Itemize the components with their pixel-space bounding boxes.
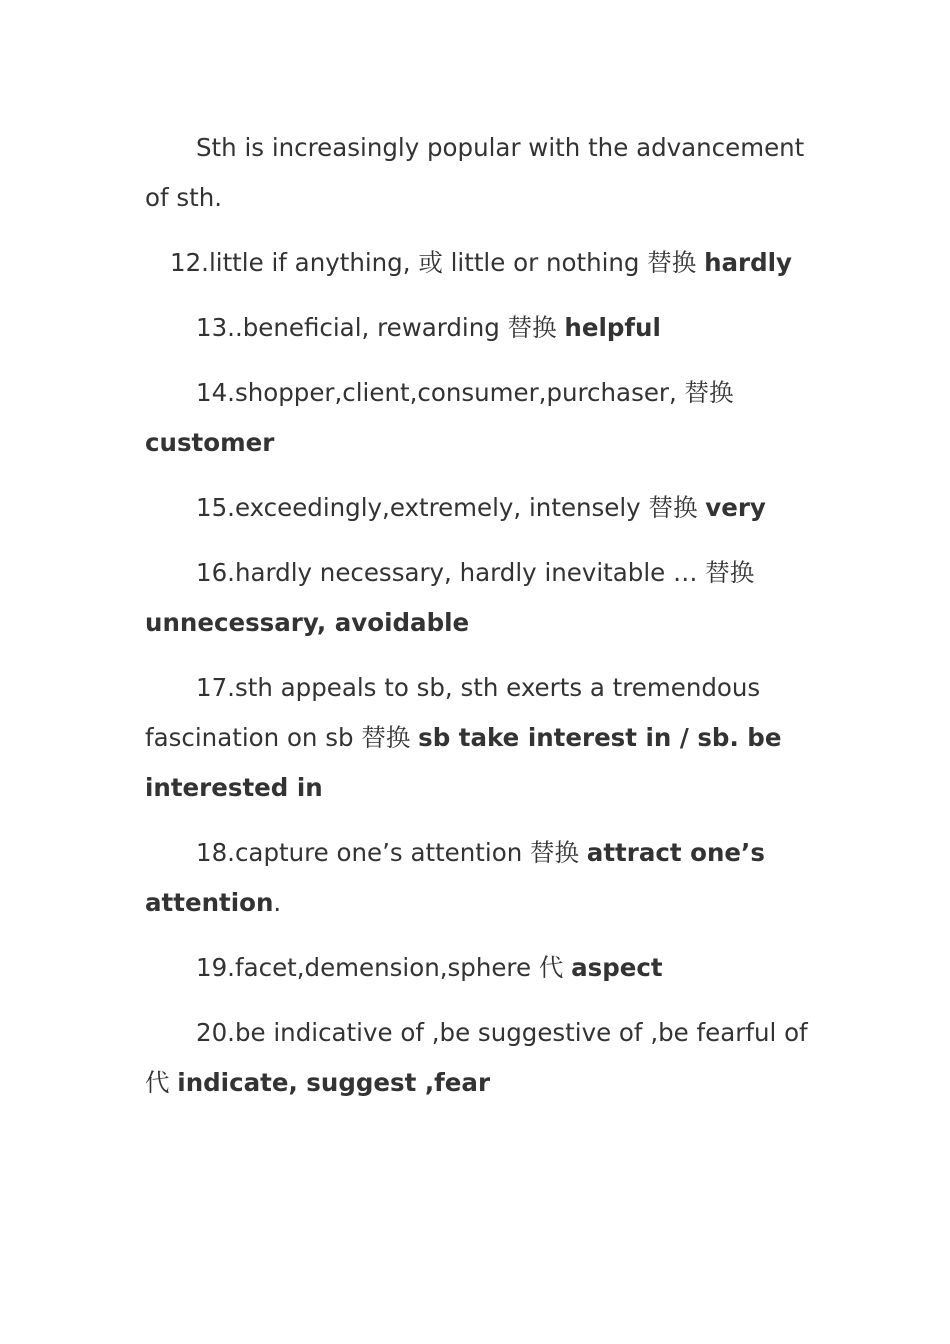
bold-term: customer xyxy=(145,428,275,457)
text-segment: 15.exceedingly,extremely, intensely 替换 xyxy=(196,493,706,522)
bold-term: very xyxy=(705,493,766,522)
bold-term: unnecessary, avoidable xyxy=(145,608,470,637)
text-segment: 13..beneficial, rewarding 替换 xyxy=(196,313,565,342)
bold-term: helpful xyxy=(564,313,661,342)
paragraph-item-16 xyxy=(145,548,815,648)
text-segment: 20.be indicative of ,be suggestive of ,be fearful of 代 xyxy=(145,1018,808,1097)
text-segment: 14.shopper,client,consumer,purchaser, 替换 xyxy=(196,378,734,407)
paragraph-item-12 xyxy=(145,238,815,288)
bold-term: aspect xyxy=(571,953,663,982)
text-segment: 18.capture one’s attention 替换 xyxy=(196,838,587,867)
text-segment: . xyxy=(273,888,282,917)
paragraph-item-15 xyxy=(145,483,815,533)
text-segment: 16.hardly necessary, hardly inevitable … 替换 xyxy=(196,558,755,587)
paragraph-item-17 xyxy=(145,663,815,813)
paragraph-item-18 xyxy=(145,828,815,928)
document-body xyxy=(145,123,815,1123)
paragraph-item-14 xyxy=(145,368,815,468)
text-segment: Sth is increasingly popular with the advancement of sth. xyxy=(145,133,805,212)
bold-term: indicate, suggest ,fear xyxy=(177,1068,491,1097)
paragraph-item-13 xyxy=(145,303,815,353)
paragraph-item-19 xyxy=(145,943,815,993)
paragraph-intro xyxy=(145,123,815,223)
text-segment: 17.sth appeals to sb, sth exerts a tremendous fascination on sb 替换 xyxy=(145,673,761,752)
text-segment: 12.little if anything, 或 little or nothing 替换 xyxy=(170,248,705,277)
text-segment: 19.facet,demension,sphere 代 xyxy=(196,953,572,982)
paragraph-item-20 xyxy=(145,1008,815,1108)
bold-term: sb take interest in / sb. be interested in xyxy=(145,723,782,802)
bold-term: hardly xyxy=(704,248,793,277)
bold-term: attract one’s attention xyxy=(145,838,765,917)
